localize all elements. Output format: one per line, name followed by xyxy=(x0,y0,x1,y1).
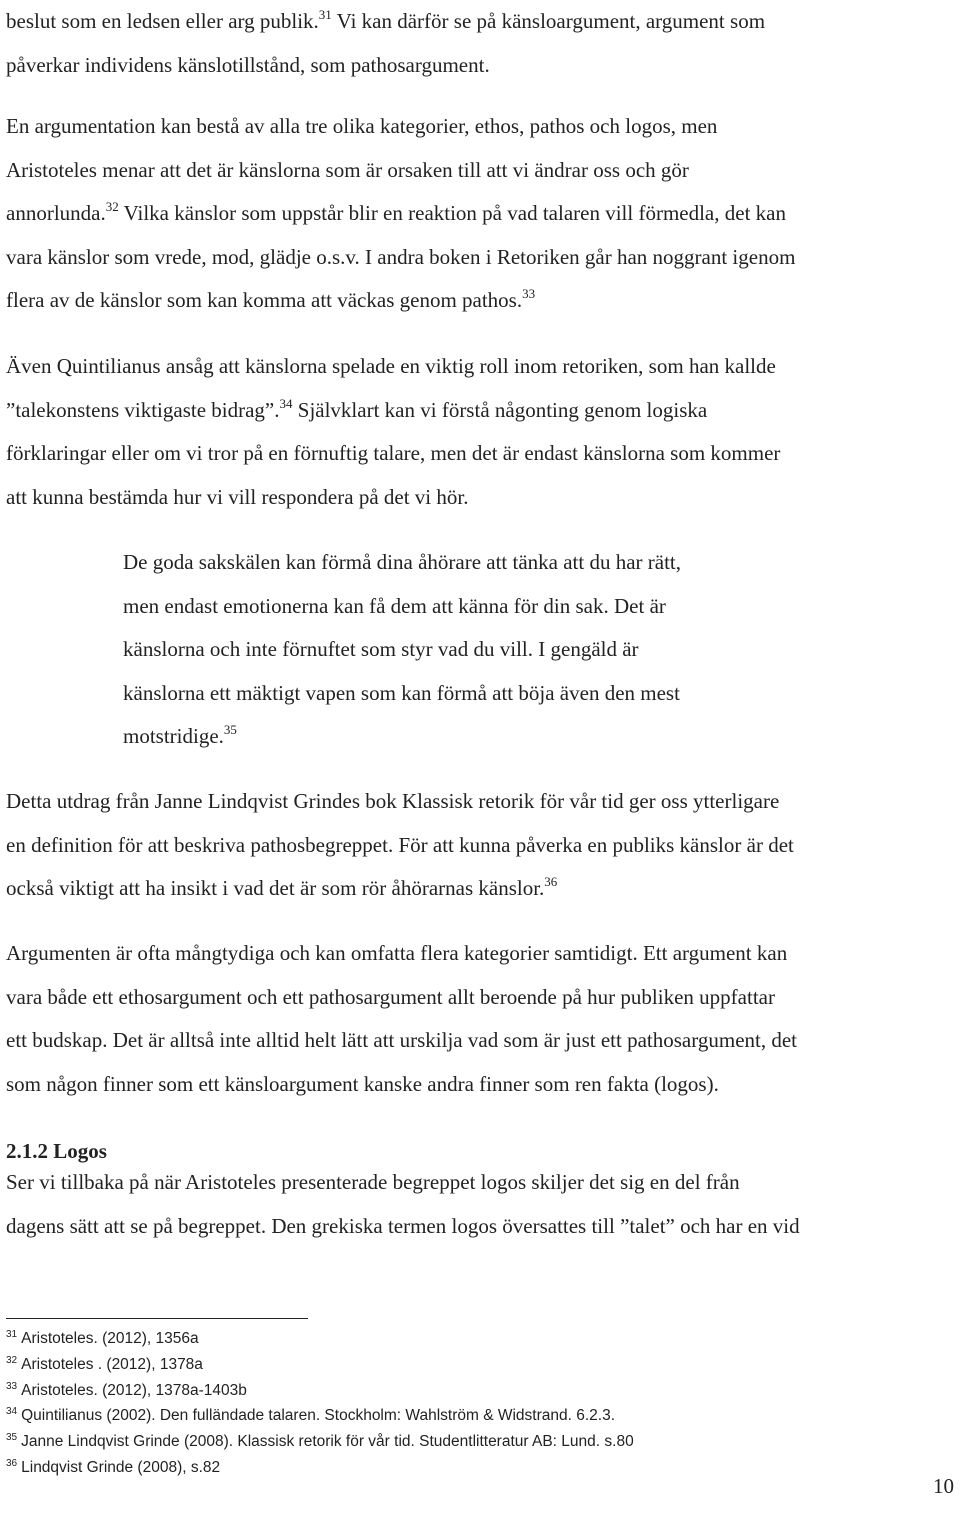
text-line: också viktigt att ha insikt i vad det är som rör åhörarnas känslor.$^{36}$ xyxy=(6,874,558,900)
footnote-number: 34 xyxy=(6,1406,18,1418)
quote-line: känslorna och inte förnuftet som styr vad du vill. I gengäld är xyxy=(123,637,639,661)
footnote-number: 32 xyxy=(6,1354,18,1366)
footnote-ref[interactable]: 31 xyxy=(318,7,332,22)
footnote-separator xyxy=(6,1318,308,1319)
footnote-ref[interactable]: 33 xyxy=(522,286,536,301)
text-line: vara känslor som vrede, mod, glädje o.s.v. I andra boken i Retoriken går han noggrant igenom xyxy=(6,244,796,269)
text-line: flera av de känslor som kan komma att väckas genom pathos.$^{33}$ xyxy=(6,286,536,312)
footnote: $^{31}$ Aristoteles. (2012), 1356a xyxy=(6,1329,199,1347)
quote-line: De goda sakskälen kan förmå dina åhörare att tänka att du har rätt, xyxy=(123,550,682,574)
footnote: $^{35}$ Janne Lindqvist Grinde (2008). Klassisk retorik för vår tid. Studentlitteratur AB: Lund. s.80 xyxy=(6,1432,634,1451)
text-line: beslut som en ledsen eller arg publik.$^{31}$ Vi kan därför se på känsloargument, argument som xyxy=(6,7,766,33)
footnote-number: 35 xyxy=(6,1432,18,1444)
paragraph-4 xyxy=(6,780,958,911)
footnote-number: 33 xyxy=(6,1380,18,1392)
quote-line: men endast emotionerna kan få dem att känna för din sak. Det är xyxy=(123,593,666,618)
text-line: Aristoteles menar att det är känslorna som är orsaken till att vi ändrar oss och gör xyxy=(6,157,689,182)
text-line: dagens sätt att se på begreppet. Den grekiska termen logos översattes till ”talet” och har en vid xyxy=(6,1213,800,1238)
footnotes xyxy=(6,1326,634,1481)
text-line: att kunna bestämda hur vi vill respondera på det vi hör. xyxy=(6,484,469,509)
paragraph-6 xyxy=(6,1161,958,1248)
text-line: Argumenten är ofta mångtydiga och kan omfatta flera kategorier samtidigt. Ett argument kan xyxy=(6,941,788,965)
footnote: $^{34}$ Quintilianus (2002). Den fulländade talaren. Stockholm: Wahlström & Widstrand. 6.2.3. xyxy=(6,1406,616,1425)
footnote: $^{32}$ Aristoteles . (2012), 1378a xyxy=(6,1354,203,1373)
footnote: $^{33}$ Aristoteles. (2012), 1378a-1403b xyxy=(6,1380,247,1399)
text-line: Även Quintilianus ansåg att känslorna spelade en viktig roll inom retoriken, som han kallde xyxy=(6,354,776,378)
quote-line: motstridige.$^{35}$ xyxy=(123,722,237,748)
text-line: ett budskap. Det är alltså inte alltid helt lätt att urskilja vad som är just ett pathosargument, det xyxy=(6,1028,798,1052)
text-line: En argumentation kan bestå av alla tre olika kategorier, ethos, pathos och logos, men xyxy=(6,114,718,138)
text-line: Detta utdrag från Janne Lindqvist Grindes bok Klassisk retorik för vår tid ger oss ytterligare xyxy=(6,789,780,813)
text-line: ”talekonstens viktigaste bidrag”.$^{34}$ Självklart kan vi förstå någonting genom logiska xyxy=(6,395,708,422)
footnote: $^{36}$ Lindqvist Grinde (2008), s.82 xyxy=(6,1457,221,1476)
footnote-number: 31 xyxy=(6,1329,18,1340)
footnote-ref[interactable]: 32 xyxy=(105,199,119,214)
text-line: som någon finner som ett känsloargument kanske andra finner som ren fakta (logos). xyxy=(6,1071,719,1096)
text-line: förklaringar eller om vi tror på en förnuftig talare, men det är endast känslorna som kommer xyxy=(6,441,781,465)
paragraph-1 xyxy=(6,0,958,87)
footnote-ref[interactable]: 34 xyxy=(279,395,293,411)
page-number: 10 xyxy=(933,1474,954,1498)
text-line: vara både ett ethosargument och ett pathosargument allt beroende på hur publiken uppfattar xyxy=(6,984,775,1009)
text-line: annorlunda.$^{32}$ Vilka känslor som uppstår blir en reaktion på vad talaren vill förmedla, det kan xyxy=(6,199,786,225)
paragraph-3 xyxy=(6,345,958,519)
text-line: påverkar individens känslotillstånd, som pathosargument. xyxy=(6,52,490,77)
text-line: en definition för att beskriva pathosbegreppet. För att kunna påverka en publiks känslor är det xyxy=(6,832,794,857)
block-quote xyxy=(123,541,883,759)
footnote-ref[interactable]: 36 xyxy=(544,874,558,889)
section-heading: 2.1.2 Logos xyxy=(6,1139,107,1163)
paragraph-2 xyxy=(6,105,958,323)
quote-line: känslorna ett mäktigt vapen som kan förmå att böja även den mest xyxy=(123,680,680,705)
footnote-ref[interactable]: 35 xyxy=(223,722,237,737)
footnote-number: 36 xyxy=(6,1457,18,1469)
paragraph-5 xyxy=(6,932,958,1106)
text-line: Ser vi tillbaka på när Aristoteles presenterade begreppet logos skiljer det sig en del från xyxy=(6,1170,740,1194)
